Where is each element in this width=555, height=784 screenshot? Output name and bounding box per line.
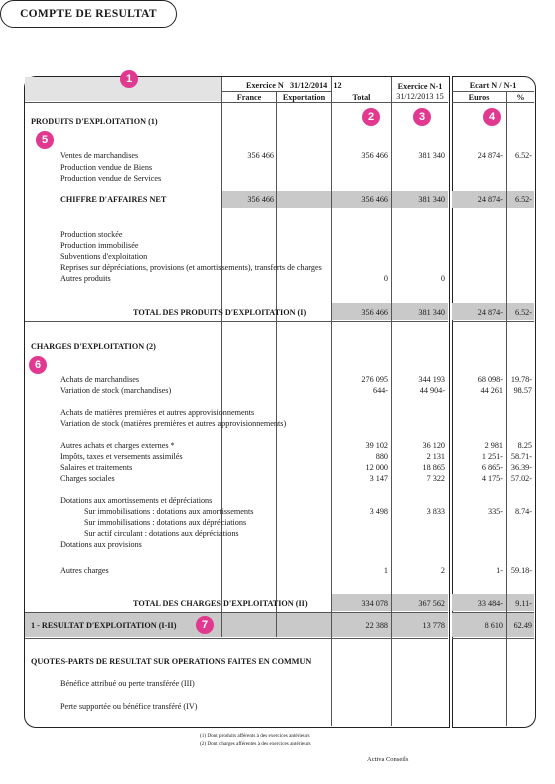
callout-badge-1: 1 xyxy=(120,70,138,88)
quotes-heading: QUOTES-PARTS DE RESULTAT SUR OPERATIONS FAITES EN COMMUN xyxy=(31,657,312,666)
autres-produits-total: 0 xyxy=(383,274,388,283)
dot-amort-label: Sur immobilisations : dotations aux amortissements xyxy=(84,507,254,516)
resultat-n1: 13 778 xyxy=(422,621,445,630)
ca-n1: 381 340 xyxy=(418,195,445,204)
variation-ecart: 44 261 xyxy=(480,386,503,395)
impots-pct: 58.71- xyxy=(510,452,532,461)
ecart-header: Ecart N / N-1 xyxy=(469,81,517,90)
dot-amort-ecart: 335- xyxy=(487,507,503,516)
dot-amort-pct: 8.74- xyxy=(514,507,532,516)
exportation-col-header: Exportation xyxy=(282,93,326,102)
impots-n1: 2 131 xyxy=(426,452,445,461)
salaires-label: Salaires et traitements xyxy=(60,463,133,472)
total-produits-n1: 381 340 xyxy=(418,308,445,317)
ca-pct: 6.52- xyxy=(514,195,532,204)
total-charges-pct: 9.11- xyxy=(515,599,532,608)
variation-label: Variation de stock (marchandises) xyxy=(60,386,172,395)
impots-label: Impôts, taxes et versements assimilés xyxy=(60,452,183,461)
autres-charges-ecart: 1- xyxy=(496,566,503,575)
variation-pct: 98.57 xyxy=(513,386,532,395)
euros-col-header: Euros xyxy=(468,93,490,102)
pct-col-header: % xyxy=(516,93,525,102)
autres-charges-pct: 59.18- xyxy=(510,566,532,575)
dot-actif-label: Sur actif circulant : dotations aux dépréciations xyxy=(84,529,239,538)
total-produits-label: TOTAL DES PRODUITS D'EXPLOITATION (I) xyxy=(133,308,307,317)
sociales-ecart: 4 175- xyxy=(481,474,503,483)
autres-charges-label: Autres charges xyxy=(60,566,109,575)
subventions-label: Subventions d'exploitation xyxy=(60,252,148,261)
sociales-total: 3 147 xyxy=(369,474,388,483)
dot-amort-n1: 3 833 xyxy=(426,507,445,516)
salaires-total: 12 000 xyxy=(365,463,388,472)
achats-n1: 344 193 xyxy=(418,375,445,384)
variation-total: 644- xyxy=(372,386,388,395)
achats-ecart: 68 098- xyxy=(477,375,503,384)
variation-mp-label: Variation de stock (matières premières et autres approvisionnements) xyxy=(60,419,287,428)
immobilisee-label: Production immobilisée xyxy=(60,241,139,250)
stockee-label: Production stockée xyxy=(60,230,123,239)
autres-achats-n1: 36 120 xyxy=(422,441,445,450)
autres-produits-n1: 0 xyxy=(440,274,445,283)
page-title: COMPTE DE RESULTAT xyxy=(0,0,177,28)
total-charges-n1: 367 562 xyxy=(418,599,445,608)
benefice-label: Bénéfice attribué ou perte transférée (III) xyxy=(60,679,195,688)
autres-achats-total: 39 102 xyxy=(365,441,388,450)
achats-total: 276 095 xyxy=(361,375,388,384)
total-charges-label: TOTAL DES CHARGES D'EXPLOITATION (II) xyxy=(133,599,308,608)
ventes-ecart: 24 874- xyxy=(477,151,503,160)
total-charges-total: 334 078 xyxy=(361,599,388,608)
impots-ecart: 1 251- xyxy=(481,452,503,461)
sociales-pct: 57.02- xyxy=(510,474,532,483)
ventes-total: 356 466 xyxy=(361,151,388,160)
autres-achats-ecart: 2 981 xyxy=(484,441,503,450)
perte-label: Perte supportée ou bénéfice transféré (IV) xyxy=(60,702,198,711)
charges-heading: CHARGES D'EXPLOITATION (2) xyxy=(31,342,156,351)
prod-services-label: Production vendue de Services xyxy=(60,174,162,183)
ventes-label: Ventes de marchandises xyxy=(60,151,139,160)
produits-heading: PRODUITS D'EXPLOITATION (1) xyxy=(31,117,158,126)
ca-ecart: 24 874- xyxy=(477,195,503,204)
exercice-n1-date: 31/12/2013 15 xyxy=(396,92,444,101)
callout-badge-2: 2 xyxy=(362,108,380,126)
ventes-france: 356 466 xyxy=(247,151,274,160)
callout-badge-5: 5 xyxy=(36,131,54,149)
total-col-header: Total xyxy=(352,93,371,102)
autres-produits-label: Autres produits xyxy=(60,274,111,283)
variation-n1: 44 904- xyxy=(419,386,445,395)
autres-achats-pct: 8.25 xyxy=(517,441,532,450)
resultat-ecart: 8 610 xyxy=(484,621,503,630)
sociales-label: Charges sociales xyxy=(60,474,115,483)
achats-mp-label: Achats de matières premières et autres approvisionnements xyxy=(60,408,255,417)
total-produits-total: 356 466 xyxy=(361,308,388,317)
ca-label: CHIFFRE D'AFFAIRES NET xyxy=(60,195,167,204)
autres-charges-total: 1 xyxy=(383,566,388,575)
callout-badge-7: 7 xyxy=(196,616,214,634)
impots-total: 880 xyxy=(375,452,388,461)
exercice-n1-header: Exercice N-1 xyxy=(397,82,443,91)
callout-badge-4: 4 xyxy=(483,108,501,126)
footnote-1: (1) Dont produits afférents à des exercices antérieurs xyxy=(200,733,310,739)
resultat-pct: 62.49 xyxy=(513,621,532,630)
footnote-2: (2) Dont charges afférentes à des exercices antérieurs xyxy=(200,741,311,747)
sociales-n1: 7 322 xyxy=(426,474,445,483)
callout-badge-3: 3 xyxy=(413,108,431,126)
exercice-n-header: Exercice N 31/12/2014 12 xyxy=(246,81,342,90)
salaires-n1: 18 865 xyxy=(422,463,445,472)
dot-depr-label: Sur immobilisations : dotations aux dépréciations xyxy=(84,518,247,527)
total-produits-ecart: 24 874- xyxy=(477,308,503,317)
resultat-total: 22 388 xyxy=(365,621,388,630)
autres-achats-label: Autres achats et charges externes * xyxy=(60,441,175,450)
callout-badge-6: 6 xyxy=(29,356,47,374)
resultat-label: 1 - RESULTAT D'EXPLOITATION (I-II) xyxy=(31,621,177,630)
ca-total: 356 466 xyxy=(361,195,388,204)
achats-label: Achats de marchandises xyxy=(60,375,140,384)
total-produits-pct: 6.52- xyxy=(514,308,532,317)
dotations-label: Dotations aux amortissements et dépréciations xyxy=(60,496,213,505)
reprises-label: Reprises sur dépréciations, provisions (et amortissements), transferts de charges xyxy=(60,263,322,272)
dot-amort-total: 3 498 xyxy=(369,507,388,516)
total-charges-ecart: 33 484- xyxy=(477,599,503,608)
salaires-ecart: 6 865- xyxy=(481,463,503,472)
dot-prov-label: Dotations aux provisions xyxy=(60,540,142,549)
ca-france: 356 466 xyxy=(247,195,274,204)
france-col-header: France xyxy=(236,93,262,102)
firm-name: Activa Conseils xyxy=(367,756,409,763)
salaires-pct: 36.39- xyxy=(510,463,532,472)
ventes-n1: 381 340 xyxy=(418,151,445,160)
autres-charges-n1: 2 xyxy=(440,566,445,575)
ventes-pct: 6.52- xyxy=(514,151,532,160)
prod-biens-label: Production vendue de Biens xyxy=(60,163,153,172)
achats-pct: 19.78- xyxy=(510,375,532,384)
